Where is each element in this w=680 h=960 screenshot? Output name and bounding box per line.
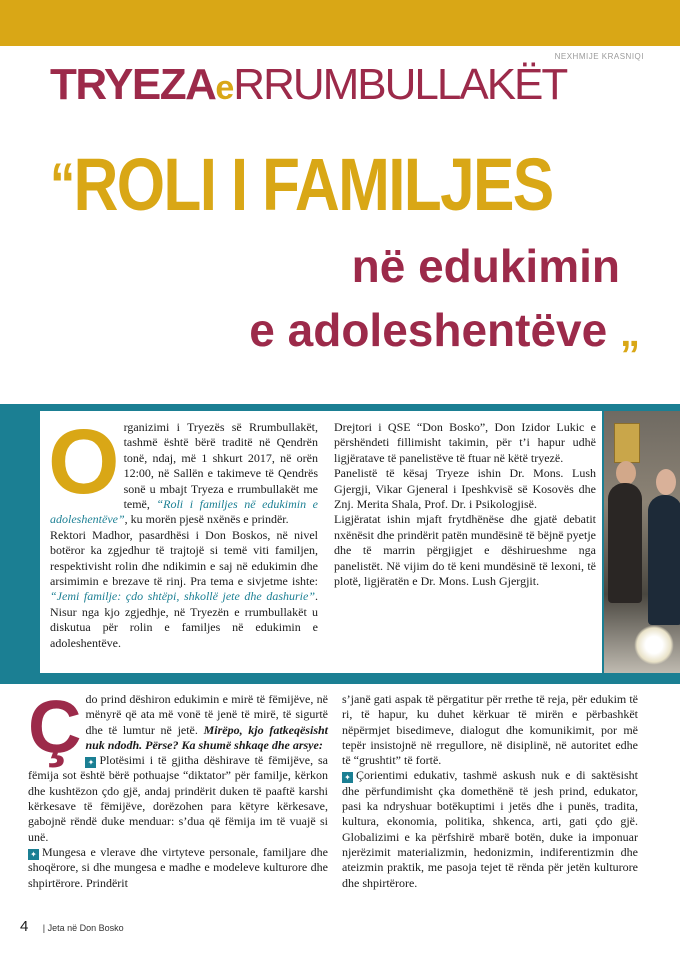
intro-motto: “Jemi familje: çdo shtëpi, shkollë jete dhe dashurie” [50, 589, 315, 604]
body-text: do prind dëshiron edukimin e mirë të fëmijëve, në mënyrë që ata më vonë të jenë të mirë, të sigurtë dhe të lumtur në jetë. [85, 692, 328, 737]
bullet-icon: ✦ [342, 772, 353, 783]
headline-main-text: ROLI I FAMILJES [73, 143, 553, 226]
section-title [50, 58, 566, 115]
body-paragraph-4: s’janë gati aspak të përgatitur për rrethe të reja, për edukim të ri, të hapur, ku duhet kërkuar të mirën e përbashkët nëpërmjet bisedimeve, dialogut dhe komunikimit, por më tepër insistojnë në rregullore, në disiplinë, në autoritet edhe të “grushtit” të fortë. [342, 692, 638, 768]
intro-text: . Nisur nga kjo zgjedhje, në Tryezën e rrumbullakët u diskutua për rolin e familjes në edukimin e adoleshentëve. [50, 589, 318, 650]
headline-word-ne: në [351, 240, 406, 292]
headline-word-edukimin: edukimin [418, 240, 620, 292]
intro-paragraph-1 [48, 411, 318, 528]
photo-person-2-head [656, 469, 676, 495]
intro-paragraph-2 [50, 528, 318, 651]
bullet-icon: ✦ [85, 757, 96, 768]
body-text: Plotësimi i të gjitha dëshirave të fëmijëve, sa fëmija sot është bërë pothuajse “diktator” për familje, kërkon dhe kushtëzon çdo gjë, andaj prindërit duken të paaftë karshi kërkesave të fëmijëve, dorëzohen para këtyre kërkesave, gabojnë rëndë duke menduar: s’dua që fëmija im të vuajë si unë. [28, 753, 328, 844]
section-title-part-2: e [215, 69, 234, 107]
photo-person-1 [608, 483, 642, 603]
intro-theme: “Roli i familjes në edukimin e adoleshentëve” [50, 497, 318, 527]
top-color-bar [0, 0, 680, 46]
photo-poster [614, 423, 640, 463]
body-question: Mirëpo, kjo fatkeqësisht nuk ndodh. Përse? Ka shumë shkaqe dhe arsye: [85, 722, 328, 752]
page-number: 4 [20, 918, 29, 935]
headline-line-3 [50, 302, 640, 361]
event-photo [604, 411, 680, 673]
body-paragraph-3 [28, 845, 328, 891]
intro-column-1 [48, 411, 318, 651]
body-column-2 [342, 692, 638, 891]
body-text: Mungesa e vlerave dhe virtyteve personale, familjare dhe shoqërore, si dhe mungesa e madhe e modeleve kulturore dhe shpirtërore. Prindërit [28, 844, 328, 890]
body-text: Çorientimi edukativ, tashmë askush nuk e di saktësisht dhe përfundimisht çka domethënë të jesh prind, edukator, pasi ka ndryshuar botëkuptimi i jetës dhe i punës, tradita, kultura, ekonomia, politika, shkenca, arti, gati çdo gjë. Globalizimi e ka përfshirë mbarë botën, duke ia imponuar njerëzimit materializmin, hedonizmin, indiferentizmin dhe ateizmin praktik, me pasoja tejet të rënda për jetën kulturore dhe shpirtërore. [342, 768, 638, 890]
open-quote: “ [50, 151, 74, 218]
body-dropcap: Ç [28, 685, 82, 768]
intro-column-2 [334, 420, 596, 589]
intro-text: , ku morën pjesë nxënës e prindër. [124, 512, 289, 527]
photo-person-1-head [616, 461, 636, 485]
photo-person-2 [648, 495, 680, 625]
headline-line-2 [50, 238, 620, 294]
body-column-1 [28, 685, 328, 891]
headline-word-adoleshenteve: e adoleshentëve [249, 304, 608, 356]
section-title-part-1: TRYEZA [50, 60, 216, 109]
intro-text: Rektori Madhor, pasardhësi i Don Boskos, në nivel botëror ka zgjedhur të trajtojë si temë viti familjen, respektivisht rolin dhe ndikimin e saj në edukimin dhe arsimimin e brezave të rinj. Pra tema e sivjetme ishte: [50, 527, 318, 589]
body-paragraph-5 [342, 768, 638, 890]
body-paragraph-1 [28, 685, 328, 768]
publication-name: | Jeta në Don Bosko [42, 923, 124, 933]
close-quote: „ [620, 311, 640, 355]
headline-main [50, 140, 553, 230]
author-name: NEXHMIJE KRASNIQI [554, 52, 644, 61]
bullet-icon: ✦ [28, 849, 39, 860]
section-title-part-3: RRUMBULLAKËT [233, 60, 567, 109]
page-footer [20, 918, 124, 936]
photo-flowers [634, 625, 674, 665]
intro-paragraph-5: Ligjëratat ishin mjaft frytdhënëse dhe gjatë debatit nxënësit dhe prindërit patën mundësinë të bëjnë pyetje dhe të marrin përgjigjet e dëshirueshme nga panelistët. Në vijim do të keni mundësinë të lexoni, të plotë, ligjëratën e Dr. Mons. Lush Gjergjit. [334, 512, 596, 589]
intro-dropcap: O [48, 411, 120, 513]
intro-paragraph-3: Drejtori i QSE “Don Bosko”, Don Izidor Lukic e përshëndeti fillimisht takimin, për t’i hapur udhë ligjëratave të panelistëve të ftuar në këtë tryezë. [334, 420, 596, 465]
intro-text: rganizimi i Tryezës së Rrumbullakët, tashmë është bërë traditë në Qendrën tonë, ndaj, më 1 shkurt 2017, në orën 12:00, në Sallën e takimeve të Qendrës sonë u mbajt Tryeza e rrumbullakët me temë, [123, 420, 318, 512]
headline [50, 140, 648, 230]
intro-paragraph-4: Panelistë të kësaj Tryeze ishin Dr. Mons. Lush Gjergji, Vikar Gjeneral i Ipeshkvisë së Kosovës dhe Znj. Merita Shala, Prof. Dr. i Psikologjisë. [334, 466, 596, 512]
